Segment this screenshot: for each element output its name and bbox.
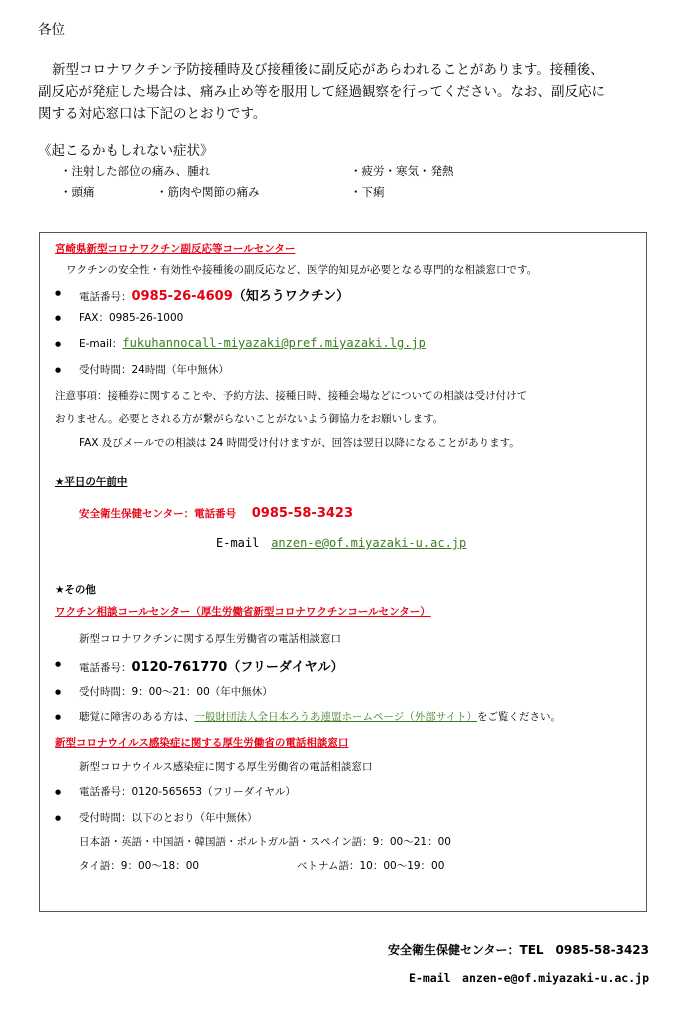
weekday-heading: ★平日の午前中 xyxy=(55,476,128,488)
covid-center-title: 新型コロナウイルス感染症に関する厚生労働省の電話相談窓口 xyxy=(55,737,349,749)
symptom-item: ・筋肉や関節の痛み xyxy=(156,185,260,199)
miyazaki-center-desc: ワクチンの安全性・有効性や接種後の副反応など、医学的知見が必要となる専門的な相談窓口です。 xyxy=(66,264,538,276)
miyazaki-phone-row xyxy=(79,285,349,304)
other-heading: ★その他 xyxy=(55,584,96,596)
mhlw-phone-number: 0120-761770（フリーダイヤル） xyxy=(131,660,344,675)
weekday-email-link[interactable]: anzen-e@of.miyazaki-u.ac.jp xyxy=(271,536,467,550)
miyazaki-phone-number: 0985-26-4609 xyxy=(131,289,233,304)
phone-label: 電話番号： xyxy=(79,662,132,674)
weekday-center-label: 安全衛生保健センター：電話番号 xyxy=(79,508,237,520)
miyazaki-phone-nickname: （知ろうワクチン） xyxy=(232,289,350,304)
hearing-impaired-row xyxy=(79,709,561,724)
hearing-text-post: をご覧ください。 xyxy=(477,711,562,723)
email-label: E-mail： xyxy=(79,338,123,350)
miyazaki-hours: ● 受付時間：24時間（年中無休） xyxy=(79,362,229,377)
miyazaki-email-row xyxy=(79,336,426,351)
footer-tel: 安全衛生保健センター：TEL 0985-58-3423 xyxy=(387,943,649,957)
miyazaki-note-2: おりません。必要とされる方が繋がらないことがないよう御協力をお願いします。 xyxy=(55,413,444,425)
symptom-item: ・下痢 xyxy=(350,185,385,199)
jfd-website-link[interactable]: 一般財団法人全日本ろうあ連盟ホームページ（外部サイト） xyxy=(194,711,478,723)
phone-label: 電話番号： xyxy=(79,291,132,303)
mhlw-hours: ● 受付時間：9：00〜21：00（年中無休） xyxy=(79,684,273,699)
miyazaki-note-1: 注意事項：接種券に関することや、予約方法、接種日時、接種会場などについての相談は受け付けて xyxy=(55,390,528,402)
language-hours-vietnamese: ベトナム語：10：00〜19：00 xyxy=(297,860,445,872)
weekday-email-row xyxy=(216,536,466,550)
footer-email: E-mail anzen-e@of.miyazaki-u.ac.jp xyxy=(409,971,649,985)
miyazaki-email-link[interactable]: fukuhannocall-miyazaki@pref.miyazaki.lg.jp xyxy=(122,336,426,350)
mhlw-phone-row xyxy=(79,656,343,675)
covid-hours: ● 受付時間：以下のとおり（年中無休） xyxy=(79,810,258,825)
salutation: 各位 xyxy=(38,22,65,38)
intro-line-3: 関する対応窓口は下記のとおりです。 xyxy=(38,106,267,122)
hearing-text-pre: 聴覚に障害のある方は、 xyxy=(79,711,195,723)
covid-center-desc: 新型コロナウイルス感染症に関する厚生労働省の電話相談窓口 xyxy=(79,761,373,773)
miyazaki-fax: ● FAX：0985-26-1000 xyxy=(79,310,183,325)
intro-line-2: 副反応が発症した場合は、痛み止め等を服用して経過観察を行ってください。なお、副反応に xyxy=(38,84,605,100)
symptom-item: ・疲労・寒気・発熱 xyxy=(350,164,454,178)
symptoms-heading: 《起こるかもしれない症状》 xyxy=(38,143,214,159)
mhlw-center-desc: 新型コロナワクチンに関する厚生労働省の電話相談窓口 xyxy=(79,633,341,645)
covid-phone: ● 電話番号：0120-565653（フリーダイヤル） xyxy=(79,784,296,799)
weekday-center-row xyxy=(79,506,353,521)
language-hours-thai: タイ語：9：00〜18：00 xyxy=(79,860,200,872)
mhlw-center-title: ワクチン相談コールセンター（厚生労働省新型コロナワクチンコールセンター） xyxy=(55,606,431,618)
email-label: E-mail xyxy=(216,536,260,550)
symptom-item: ・頭痛 xyxy=(60,185,95,199)
language-hours-1: 日本語・英語・中国語・韓国語・ポルトガル語・スペイン語：9：00〜21：00 xyxy=(79,836,451,848)
intro-line-1: 新型コロナワクチン予防接種時及び接種後に副反応があらわれることがあります。接種後、 xyxy=(52,62,604,78)
weekday-phone-number: 0985-58-3423 xyxy=(251,506,353,521)
symptom-item: ・注射した部位の痛み、腫れ xyxy=(60,164,211,178)
miyazaki-note-3: FAX 及びメールでの相談は 24 時間受け付けますが、回答は翌日以降になることがあります。 xyxy=(79,437,520,449)
miyazaki-center-title: 宮崎県新型コロナワクチン副反応等コールセンター xyxy=(55,243,296,255)
